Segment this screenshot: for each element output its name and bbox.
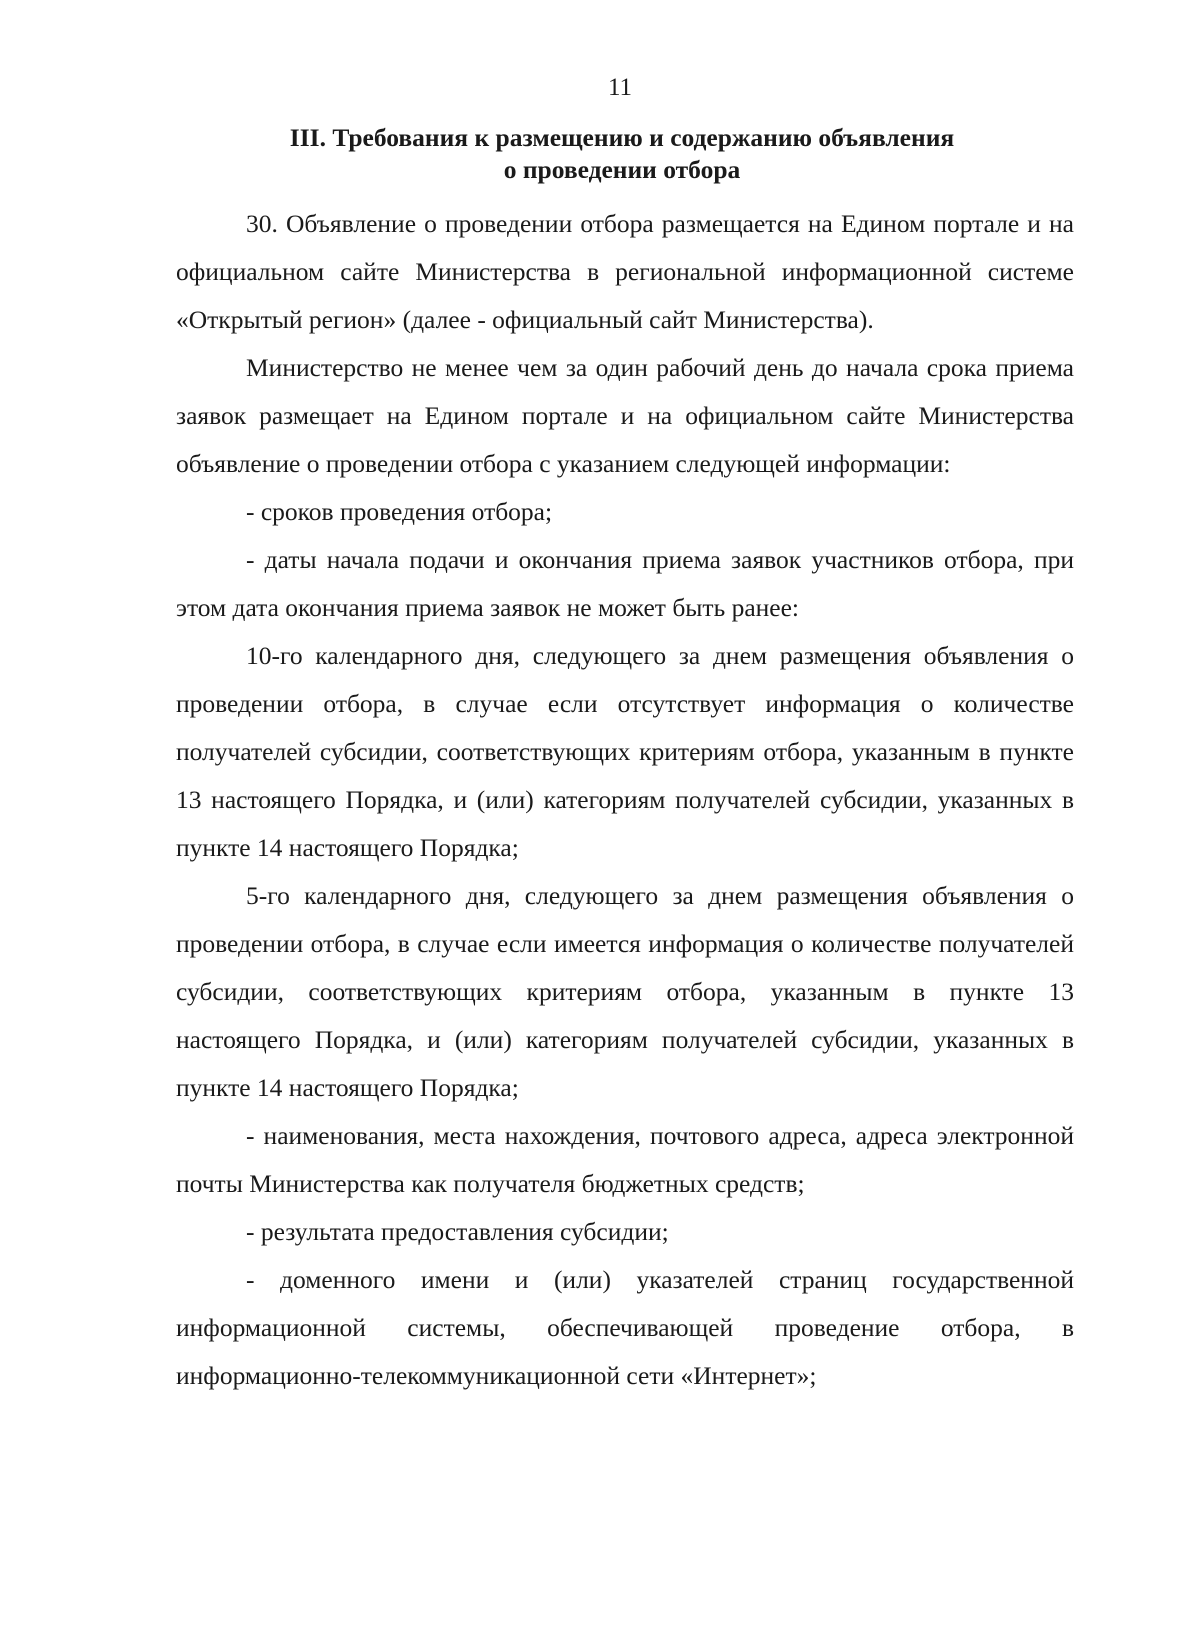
paragraph-5th-day: 5-го календарного дня, следующего за днем размещения объявления о проведении отбора, в случае если имеется информация о количестве получателей субсидии, соответствующих критериям отбора, указанным в пункте 13 настоящего Порядка, и (или) категориям получателей субсидии, указанных в пункте 14 настоящего Порядка; — [176, 881, 1074, 1102]
section-heading-line-1: III. Требования к размещению и содержанию объявления — [289, 123, 955, 152]
list-item-application-dates: - даты начала подачи и окончания приема заявок участников отбора, при этом дата окончания приема заявок не может быть ранее: — [176, 545, 1074, 622]
section-heading — [172, 122, 1072, 186]
paragraph-30: 30. Объявление о проведении отбора размещается на Едином портале и на официальном сайте Министерства в региональной информационной системе «Открытый регион» (далее - официальный сайт Министерства). — [176, 209, 1074, 334]
page-number: 11 — [607, 74, 633, 101]
list-item-ministry-details: - наименования, места нахождения, почтового адреса, адреса электронной почты Министерства как получателя бюджетных средств; — [176, 1121, 1074, 1198]
paragraph-announcement-info: Министерство не менее чем за один рабочий день до начала срока приема заявок размещает на Едином портале и на официальном сайте Министерства объявление о проведении отбора с указанием следующей информации: — [176, 353, 1074, 478]
document-body — [176, 200, 1074, 1400]
list-item-subsidy-result: - результата предоставления субсидии; — [246, 1217, 669, 1246]
list-item-domain-name: - доменного имени и (или) указателей страниц государственной информационной системы, обеспечивающей проведение отбора, в информационно-телекоммуникационной сети «Интернет»; — [176, 1265, 1074, 1390]
list-item-selection-dates: - сроков проведения отбора; — [246, 497, 553, 526]
paragraph-10th-day: 10-го календарного дня, следующего за днем размещения объявления о проведении отбора, в случае если отсутствует информация о количестве получателей субсидии, соответствующих критериям отбора, указанным в пункте 13 настоящего Порядка, и (или) категориям получателей субсидии, указанных в пункте 14 настоящего Порядка; — [176, 641, 1074, 862]
section-heading-line-2: о проведении отбора — [503, 155, 741, 184]
